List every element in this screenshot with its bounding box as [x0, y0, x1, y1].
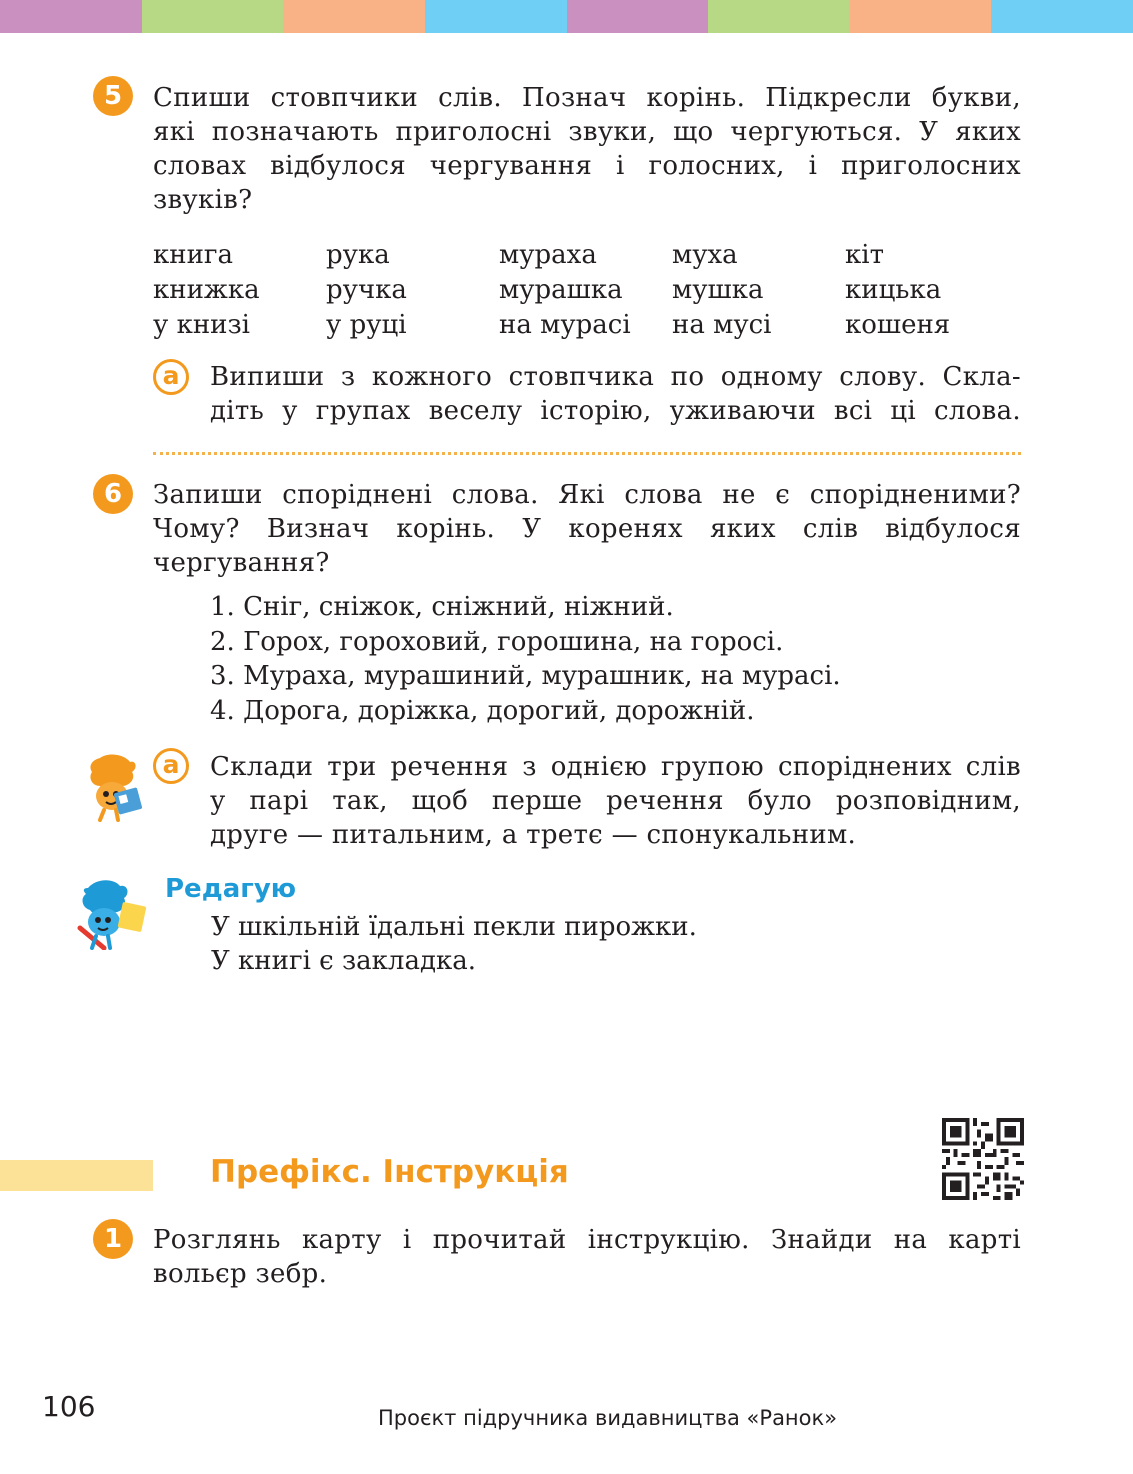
word: у руці — [326, 310, 407, 340]
stripe-segment — [142, 0, 284, 33]
stripe-segment — [991, 0, 1133, 33]
redaguyu-title: Редагую — [165, 874, 297, 904]
text-line: які позначають приголосні звуки, що чергуються. У яких — [153, 117, 1021, 147]
text-line: чергування? — [153, 548, 330, 578]
top-color-stripe — [0, 0, 1133, 33]
word: на мурасі — [499, 310, 631, 340]
text-line: звуків? — [153, 185, 253, 215]
word: на мусі — [672, 310, 772, 340]
stripe-segment — [283, 0, 425, 33]
exercise-5a-text — [210, 360, 1021, 428]
word: мушка — [672, 275, 764, 305]
list-item: 3. Мураха, мурашиний, мурашник, на мурасі. — [210, 661, 841, 691]
list-item: 1. Сніг, сніжок, сніжний, ніжний. — [210, 592, 674, 622]
text-line: діть у групах веселу історію, уживаючи всі ці слова. — [210, 396, 1021, 426]
text-line: Випиши з кожного стовпчика по одному слову. Скла- — [210, 362, 1021, 392]
numbered-list — [210, 590, 841, 728]
stripe-segment — [0, 0, 142, 33]
text-line: У шкільній їдальні пекли пирожки. — [211, 912, 697, 942]
text-line: Чому? Визнач корінь. У коренях яких слів відбулося — [153, 514, 1021, 544]
word: мураха — [499, 240, 597, 270]
text-line: у парі так, щоб перше речення було розповідним, — [210, 786, 1021, 816]
dotted-divider — [153, 452, 1021, 455]
word-row — [153, 308, 1018, 343]
word: кицька — [845, 275, 942, 305]
qr-code-icon[interactable] — [942, 1118, 1024, 1200]
word-columns — [153, 238, 1018, 343]
exercise-5a-marker: а — [153, 359, 189, 395]
word: мурашка — [499, 275, 623, 305]
exercise-6a-text — [210, 750, 1021, 852]
list-item: 4. Дорога, доріжка, дорогий, дорожній. — [210, 695, 755, 726]
word: муха — [672, 240, 738, 270]
stripe-segment — [708, 0, 850, 33]
text-line: вольєр зебр. — [153, 1259, 328, 1289]
text-line: У книгі є закладка. — [211, 946, 476, 976]
word: ручка — [326, 275, 407, 305]
word-row — [153, 273, 1018, 308]
page-number: 106 — [42, 1390, 96, 1423]
exercise-1-number: 1 — [93, 1219, 133, 1259]
text-line: Запиши споріднені слова. Які слова не є спорідненими? — [153, 480, 1021, 510]
stripe-segment — [567, 0, 709, 33]
section-title: Префікс. Інструкція — [210, 1154, 569, 1190]
word: у книзі — [153, 310, 250, 340]
list-item: 2. Горох, гороховий, горошина, на горосі. — [210, 626, 784, 657]
text-line: друге — питальним, а третє — спонукальним. — [210, 820, 857, 850]
text-line: Склади три речення з однією групою споріднених слів — [210, 752, 1021, 782]
exercise-6-text — [153, 478, 1021, 580]
exercise-6a-marker: а — [153, 748, 189, 784]
blue-mascot-icon — [74, 878, 150, 950]
word: кошеня — [845, 310, 951, 340]
word: книжка — [153, 275, 260, 305]
word-row — [153, 238, 1018, 273]
word: кіт — [845, 240, 884, 270]
word: книга — [153, 240, 234, 270]
orange-mascot-icon — [78, 752, 146, 822]
stripe-segment — [425, 0, 567, 33]
text-line: Розглянь карту і прочитай інструкцію. Знайди на карті — [153, 1225, 1021, 1255]
exercise-5-text — [153, 81, 1021, 217]
exercise-1-text — [153, 1223, 1021, 1291]
text-line: словах відбулося чергування і голосних, і приголосних — [153, 151, 1021, 181]
exercise-5-number: 5 — [93, 76, 133, 116]
exercise-6-number: 6 — [93, 474, 133, 514]
footer-text: Проєкт підручника видавництва «Ранок» — [378, 1406, 838, 1430]
section-accent-bar — [0, 1160, 153, 1191]
stripe-segment — [850, 0, 992, 33]
redaguyu-text — [211, 910, 697, 978]
text-line: Спиши стовпчики слів. Познач корінь. Підкресли букви, — [153, 83, 1021, 113]
word: рука — [326, 240, 390, 270]
